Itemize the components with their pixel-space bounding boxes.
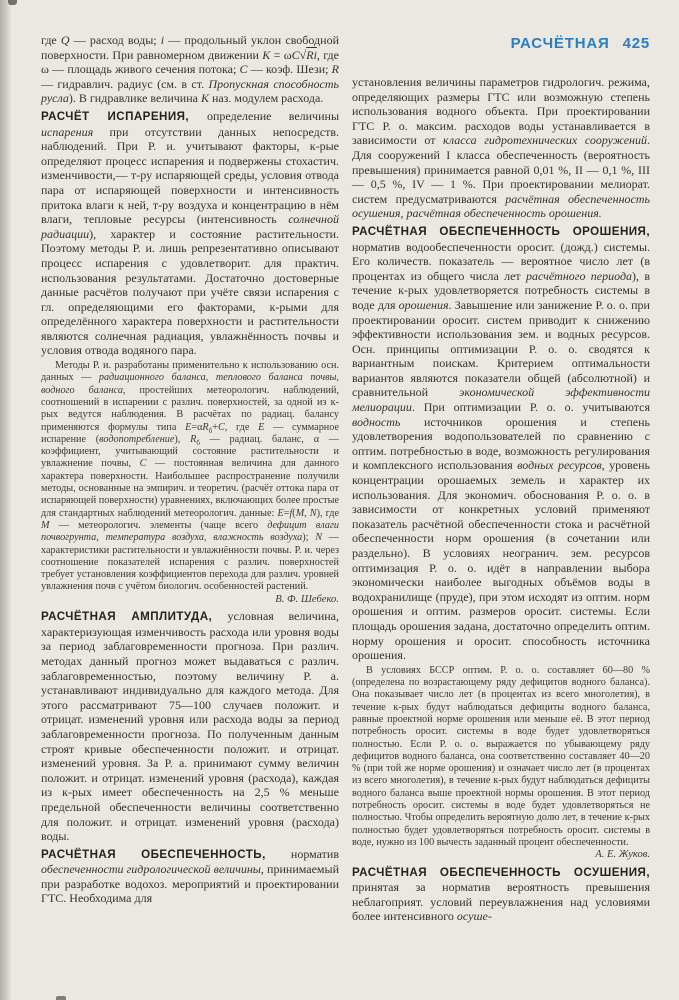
text-run: , уровень концентрации орошаемых земель и характер их использования. Для экономич. обоснования Р. о. о. в зависимости от конкретных условий применяют показатель расчётной обеспеченности стока и расчётной обеспеченности норм орошения (в сочетании или раздельно). В условиях неогранич. зем. ресурсов оптимизация Р. о. о. идёт в направлении выбора экономически наиболее выгодных объёмов воды в водохранилище (пруде), при этом исходят из оптим. норм орошения и оптим. размеров оросит. системы. Если площадь орошения задана, достаточно определить оптим. норму орошения и оросит. способность источника орошения. <box>352 458 650 663</box>
text-run: — коэф. Шези; <box>247 62 332 77</box>
text-run: К <box>200 91 209 106</box>
text-run: норматив водообеспеченности оросит. (дожд.) системы. Его количеств. показатель — вероятное число лет (в процентах из общего числа лет <box>352 239 650 283</box>
text-run: — метеорологич. элементы (чаще всего <box>49 519 268 531</box>
entry-raschet-ispareniya <box>41 109 339 358</box>
scan-artifact-bottom <box>56 996 66 1000</box>
text-run: M <box>41 519 50 531</box>
text-run: А. Е. Жуков. <box>595 849 650 861</box>
text-run: наз. модулем расхода. <box>208 91 324 106</box>
small-text-metody <box>41 360 339 594</box>
text-run: C <box>291 47 300 62</box>
text-run: E <box>258 421 265 433</box>
entry-headword: РАСЧЁТНАЯ ОБЕСПЕЧЕННОСТЬ ОСУШЕНИЯ, <box>352 865 650 879</box>
entry-headword: РАСЧЁТНАЯ ОБЕСПЕЧЕННОСТЬ, <box>41 847 291 861</box>
text-run: . Завышение или занижение Р. о. о. при проектировании оросит. систем приводит к снижению эффективности использования зем. и водных ресурсов. Осн. принципы оптимизации Р. о. о. сводятся к вариантным поискам. Критерием оптимальности вариантов являются показатели общей (абсолютной) и сравнительной <box>352 297 650 400</box>
text-run: источников орошения и степень удовлетворения водопользователей по сравнению с оптим. потребностью в воде, возможность регулирования и комплексного использования <box>352 414 650 473</box>
text-run: E <box>277 507 284 519</box>
text-run: =α <box>191 421 203 433</box>
entry-raschetnaya-amplituda <box>41 609 339 844</box>
text-run: ). В гидравлике величина <box>68 91 201 106</box>
scan-artifact-top <box>8 0 17 5</box>
text-run: принятая за норматив вероятность превышения неблагоприят. условий переувлажнения над условиями более интенсивного <box>352 880 650 924</box>
text-run: R <box>190 433 197 445</box>
text-run: ( <box>292 507 296 519</box>
text-run: ); <box>302 532 316 544</box>
text-run: = ω <box>270 47 292 62</box>
text-run: . При оптимизации Р. о. о. учитываются <box>411 400 650 415</box>
text-run: f <box>289 507 293 519</box>
text-run: норматив <box>290 846 339 861</box>
text-run: радиационного баланса, теплового баланса почвы, водного баланса, <box>41 372 339 396</box>
text-run: орошения <box>398 297 449 312</box>
text-run: — суммарное испарение ( <box>41 421 339 445</box>
text-run: дефицит влаги почвогрунта, температура воздуха, влажность воздуха <box>41 519 339 544</box>
text-run: б <box>196 439 200 447</box>
text-run: осуше- <box>456 909 492 924</box>
text-run: В. Ф. Шебеко. <box>275 593 339 605</box>
running-head-title: РАСЧЁТНАЯ <box>510 35 610 52</box>
text-run: — расход воды; <box>69 33 161 47</box>
entry-headword: РАСЧЁТНАЯ ОБЕСПЕЧЕННОСТЬ ОРОШЕНИЯ, <box>352 224 650 238</box>
text-run: — радиац. баланс, α — коэффициент, учитывающий состояние растительности и увлажнение почвы, <box>41 433 339 470</box>
text-run: Методы Р. и. разработаны применительно к использованию осн. данных — <box>41 360 339 384</box>
running-head <box>352 35 650 52</box>
paragraph-continuation-modul-raskhoda <box>41 33 339 106</box>
text-run: ), в течение к-рых удовлетворяется потребность системы в воде для <box>352 268 650 312</box>
text-run: установления величины параметров гидрологич. режима, определяющих размеры ГТС или возможную степень использования водного объекта. При проектировании ГТС Р. о. максим. расходов воды устанавливается в зависимости от <box>352 75 650 148</box>
entry-raschetnaya-obespechennost <box>41 847 339 906</box>
text-run: Пропускная способность русла <box>41 76 339 106</box>
text-run: C <box>239 62 248 77</box>
text-run: определение величины <box>207 108 340 123</box>
author-signature-zhukov <box>352 849 650 862</box>
text-run: где <box>41 33 61 47</box>
text-run: условная величина, характеризующая изменчивость расхода или уровня воды за период заблаговременности прогноза. При различ. методах данный прогноз может выдаваться с различ. заблаговременностью, поэтому величину Р. а. устанавливают индивидуально для каждого метода. Для этого рассматривают 75—100 случаев положит. и отрицат. изменений уровня или расхода воды за период заблаговременности прогноза. По полученным данным строят кривые обеспеченности положит. и отрицат. изменений уровня. За Р. а. принимают сумму величин положит. и отрицат. изменений уровня (расхода), каждая из к-рых имеет обеспеченность на 2,5 % меньше предельной обеспеченности величины соответственно для положит. и отрицат. изменений уровня (расхода) воды. <box>41 609 339 844</box>
text-run: M, N <box>295 507 317 519</box>
small-text-bssr <box>352 665 650 849</box>
text-run: + <box>212 421 218 433</box>
text-run: экономической эффективности мелиорации <box>352 385 650 415</box>
text-run: K <box>262 47 271 62</box>
text-run: класса гидротехнических сооружений <box>443 133 647 148</box>
text-run: испарения <box>41 124 94 139</box>
text-run: водопотребление <box>99 433 175 445</box>
text-run: ), <box>174 433 191 445</box>
page-content <box>41 33 651 924</box>
text-run: , где <box>224 421 259 433</box>
text-run: расчётного периода <box>525 268 633 283</box>
text-run: C <box>217 421 225 433</box>
text-run: водность <box>352 414 401 429</box>
text-run: . Для сооружений I класса обеспеченность (вероятность превышения) принимается равной 0,01 %, II — 0,1 %, III — 0,5 %, IV — 1 %. При проектировании мелиорат. систем предусматриваются <box>352 133 650 206</box>
text-run: — гидравлич. радиус (см. в ст. <box>41 76 209 91</box>
right-column <box>352 33 650 924</box>
text-run: простейших метеорологич. наблюдений, соотношений в испарении с различ. поверхностей, за одной из к-рых ведутся наблюдения. В расчётах по радиац. балансу применяются формулы типа <box>41 384 339 433</box>
text-run: — продольный уклон свободной поверхности. При равномерном движении <box>41 33 339 62</box>
text-run: — характеристики растительности и увлажнённости почвы. Р. и. через соотношение показателей испарения с различ. поверхностей требует установления коэффициентов перехода для различ. уровней увлажнения почв с учётом биологич. особенностей растений. <box>41 532 339 593</box>
text-run: √ <box>299 47 307 62</box>
text-run: водных ресурсов <box>517 458 602 473</box>
text-run: ), где <box>316 507 340 519</box>
text-run: , где ω — площадь живого сечения потока; <box>41 47 339 77</box>
text-run: В условиях БССР оптим. Р. о. о. составляет 60—80 % (определена по возрастающему ряду дефицитов водного баланса). Она показывает число лет (в процентах из всего многолетия), в течение к-рых будут наблюдаться дефициты водного баланса, равные проектной норме орошения или меньше её. В этот период потребность оросит. системы в воде будет удовлетворяться полностью. Если Р. о. о. выражается по убывающему ряду дефицитов водного баланса, она соответственно составляет 40—20 % (при той же норме орошения) и означает число лет (в процентах из всего многолетия), в течение к-рых будут наблюдаться дефициты водного баланса выше проектной нормы орошения. В этот период потребность оросит. системы в воде будет удовлетворяться не полностью. Чтобы определить вероятную долю лет, в течение к-рых полностью будет удовлетворяться потребность оросит. системы в воде, нужно из 100 вычесть заданный процент обеспеченности. <box>352 664 650 848</box>
text-run: расчётная обеспеченность осушения, расчётная обеспеченность орошения. <box>352 191 650 221</box>
text-run: C <box>139 458 147 470</box>
text-run: — постоянная величина для данного характера поверхности. Наибольшее распространение получили методы, основанные на эмпирич. и теоретич. (расчёт оттока пара от испаряющей поверхности) уравнениях, включающих более простые для стандартных наблюдений метеорологич. данные: <box>41 458 340 519</box>
text-run: N <box>315 532 323 544</box>
text-run: = <box>283 507 290 519</box>
text-run: R <box>202 421 209 433</box>
text-run: солнечной радиации <box>41 212 339 241</box>
left-column <box>41 33 339 924</box>
text-run: обеспеченности гидрологической величины <box>41 862 261 877</box>
text-run: , принимаемый при разработке водохоз. мероприятий и проектировании ГТС. Необходима для <box>41 862 339 906</box>
text-run: б <box>208 427 213 435</box>
page-number: 425 <box>622 35 650 52</box>
right-column-body <box>352 75 650 924</box>
text-run: i <box>160 33 165 47</box>
page-gutter-shadow <box>0 0 12 1000</box>
text-run: Ri <box>306 47 317 62</box>
text-run: R <box>331 62 340 77</box>
entry-raschetnaya-obespechennost-osusheniya <box>352 865 650 924</box>
paragraph-continuation-obespechennost <box>352 75 650 221</box>
text-run: E <box>185 421 192 433</box>
entry-headword: РАСЧЁТ ИСПАРЕНИЯ, <box>41 109 207 123</box>
text-run: Q <box>60 33 70 47</box>
entry-raschetnaya-obespechennost-orosheniya <box>352 224 650 663</box>
author-signature-shebeko <box>41 594 339 607</box>
text-run: при отсутствии данных непосредств. наблюдений. При Р. и. учитывают факторы, к-рые определяют процесс испарения и подвержены стохастич. изменчивости,— т-ру испаряющей среды, условия отвода пара от испаряющей поверхности и интенсивность притока влаги к ней, т-ру воздуха и концентрацию в нём влаги, тепловые ресурсы (интенсивность <box>41 124 339 227</box>
text-run: ), характер и состояние растительности. Поэтому методы Р. и. лишь репрезентативно описывают процесс испарения с удовлетворит. для практич. использования результатами. Достаточно достоверные данные расчётов получают при учёте связи испарения с гл. определяющими его факторами, к-рыми для определённого характера поверхности и растительности являются солнечная радиация, увлажнённость почвы и условия отвода водяного пара. <box>41 226 339 358</box>
entry-headword: РАСЧЁТНАЯ АМПЛИТУДА, <box>41 610 228 624</box>
